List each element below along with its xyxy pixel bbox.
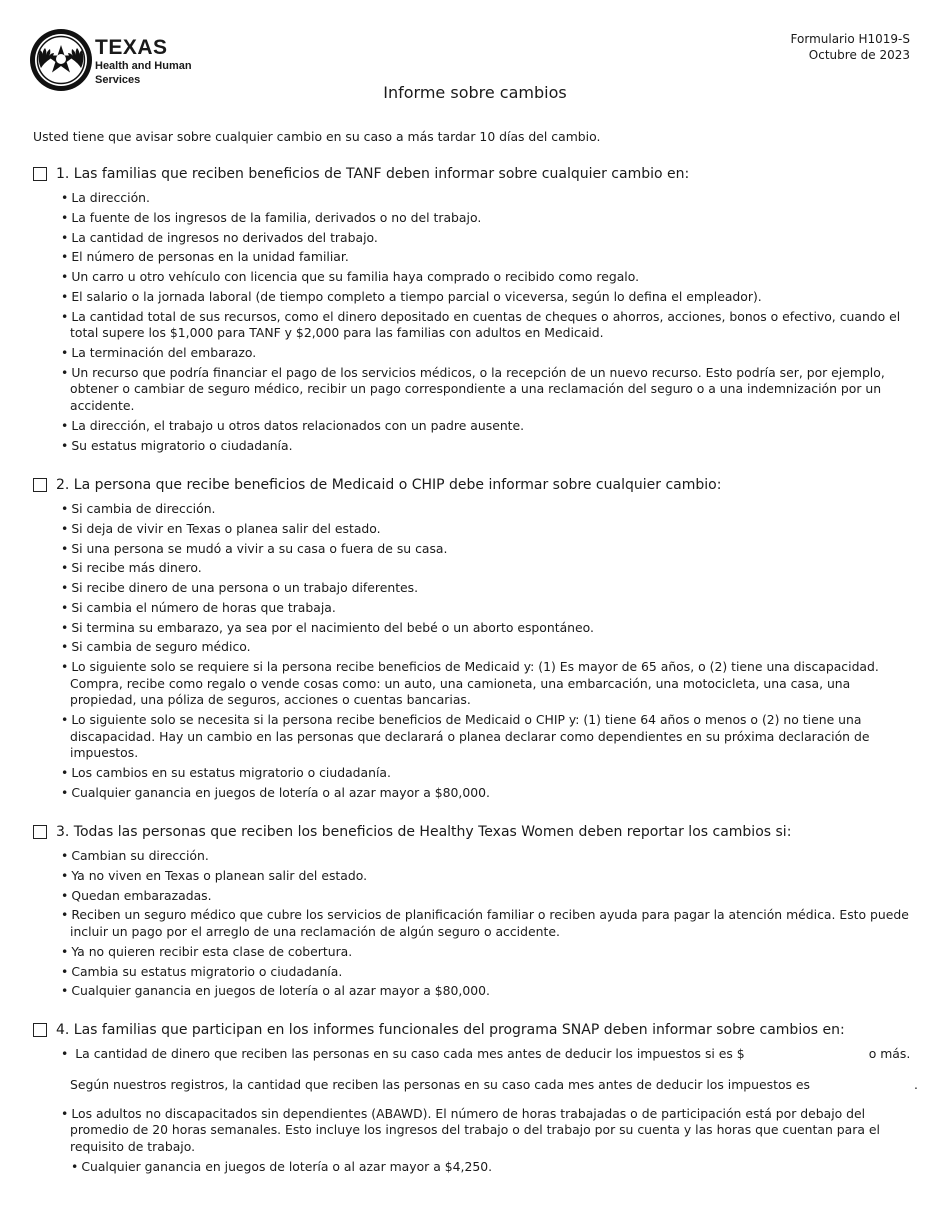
list-item: • Ya no quieren recibir esta clase de cobertura.	[61, 944, 913, 961]
section-4-list	[33, 1046, 913, 1063]
income-threshold-item	[61, 1046, 913, 1063]
list-item: • Un recurso que podría financiar el pago de los servicios médicos, o la recepción de un nuevo recurso. Esto podría ser, por ejemplo, obtener o cambiar de seguro médico, recibir un pago correspondiente a una reclamación del seguro o a una indemnización por un accidente.	[61, 365, 913, 415]
records-note	[33, 1076, 918, 1092]
list-item: • Lo siguiente solo se necesita si la persona recibe beneficios de Medicaid o CHIP y: (1) tiene 64 años o menos o (2) no tiene una discapacidad. Hay un cambio en las personas que declarará o planea declarar como dependientes en su próxima declaración de impuestos.	[61, 712, 913, 762]
page-title: Informe sobre cambios	[383, 83, 567, 102]
section-heading	[33, 477, 913, 493]
section-4-list-cont	[33, 1106, 913, 1176]
list-item: • Ya no viven en Texas o planean salir del estado.	[61, 868, 913, 885]
section-healthy-texas-women	[33, 824, 913, 1003]
records-note-text: Según nuestros registros, la cantidad que reciben las personas en su caso cada mes antes de deducir los impuestos es	[70, 1076, 810, 1092]
logo-subtitle-1: Health and Human	[95, 60, 192, 72]
list-item: • Si cambia de dirección.	[61, 501, 913, 518]
list-item: • La dirección, el trabajo u otros datos relacionados con un padre ausente.	[61, 418, 913, 435]
section-2-title: 2. La persona que recibe beneficios de Medicaid o CHIP debe informar sobre cualquier cambio:	[56, 477, 722, 493]
list-item: • Su estatus migratorio o ciudadanía.	[61, 438, 913, 455]
income-item-suffix: o más.	[868, 1046, 911, 1061]
list-item: • Lo siguiente solo se requiere si la persona recibe beneficios de Medicaid y: (1) Es mayor de 65 años, o (2) tiene una discapacidad. Compra, recibe como regalo o vende cosas como: un auto, una camioneta, una embarcación, una motocicleta, una casa, una propiedad, una póliza de seguros, acciones o cuentas bancarias.	[61, 659, 913, 709]
intro-text: Usted tiene que avisar sobre cualquier cambio en su caso a más tardar 10 días del cambio.	[33, 129, 601, 144]
section-medicaid-chip	[33, 477, 913, 805]
records-note-period: .	[914, 1076, 918, 1092]
list-item: • Si termina su embarazo, ya sea por el nacimiento del bebé o un aborto espontáneo.	[61, 620, 913, 637]
section-1-checkbox[interactable]	[33, 167, 47, 181]
section-2-list	[33, 501, 913, 802]
list-item: • El número de personas en la unidad familiar.	[61, 249, 913, 266]
section-2-checkbox[interactable]	[33, 478, 47, 492]
section-heading	[33, 1022, 913, 1038]
list-item: • Quedan embarazadas.	[61, 888, 913, 905]
income-item-text: La cantidad de dinero que reciben las personas en su caso cada mes antes de deducir los impuestos si es $	[75, 1046, 745, 1061]
section-1-title: 1. Las familias que reciben beneficios de TANF deben informar sobre cualquier cambio en:	[56, 166, 690, 182]
list-item: • Los adultos no discapacitados sin dependientes (ABAWD). El número de horas trabajadas o de participación está por debajo del promedio de 20 horas semanales. Esto incluye los ingresos del trabajo o del trabajo por su cuenta y las horas que cuentan para el requisito de trabajo.	[61, 1106, 913, 1156]
section-4-checkbox[interactable]	[33, 1023, 47, 1037]
list-item: • El salario o la jornada laboral (de tiempo completo a tiempo parcial o viceversa, según lo defina el empleador).	[61, 289, 913, 306]
form-number: Formulario H1019-S	[790, 32, 910, 46]
section-3-title: 3. Todas las personas que reciben los beneficios de Healthy Texas Women deben reportar los cambios si:	[56, 824, 792, 840]
list-item: • Si deja de vivir en Texas o planea salir del estado.	[61, 521, 913, 538]
list-item: • Cambia su estatus migratorio o ciudadanía.	[61, 964, 913, 981]
list-item: • Cambian su dirección.	[61, 848, 913, 865]
list-item: • La terminación del embarazo.	[61, 345, 913, 362]
section-snap	[33, 1022, 918, 1178]
section-3-list	[33, 848, 913, 1000]
list-item: • Cualquier ganancia en juegos de lotería o al azar mayor a $4,250.	[71, 1159, 913, 1176]
section-heading	[33, 824, 913, 840]
section-tanf	[33, 166, 913, 457]
list-item: • La fuente de los ingresos de la familia, derivados o no del trabajo.	[61, 210, 913, 227]
form-date: Octubre de 2023	[808, 48, 910, 62]
records-amount-blank[interactable]	[813, 1077, 913, 1093]
list-item: • La cantidad total de sus recursos, como el dinero depositado en cuentas de cheques o ahorros, acciones, bonos o efectivo, cuando el total supere los $1,000 para TANF y $2,000 para las familias con adultos en Medicaid.	[61, 309, 913, 342]
list-item: • Si cambia el número de horas que trabaja.	[61, 600, 913, 617]
form-identifier	[791, 31, 910, 63]
list-item: • Si recibe más dinero.	[61, 560, 913, 577]
list-item: • Reciben un seguro médico que cubre los servicios de planificación familiar o reciben ayuda para pagar la atención médica. Esto puede incluir un pago por el arreglo de una reclamación de algún seguro o accidente.	[61, 907, 913, 940]
list-item: • La dirección.	[61, 190, 913, 207]
section-4-title: 4. Las familias que participan en los informes funcionales del programa SNAP deben informar sobre cambios en:	[56, 1022, 845, 1038]
section-3-checkbox[interactable]	[33, 825, 47, 839]
logo-wordmark: TEXAS	[95, 36, 168, 59]
list-item: • Un carro u otro vehículo con licencia que su familia haya comprado o recibido como regalo.	[61, 269, 913, 286]
section-1-list	[33, 190, 913, 454]
section-heading	[33, 166, 913, 182]
list-item: • Cualquier ganancia en juegos de lotería o al azar mayor a $80,000.	[61, 785, 913, 802]
list-item: • La cantidad de ingresos no derivados del trabajo.	[61, 230, 913, 247]
list-item: • Cualquier ganancia en juegos de lotería o al azar mayor a $80,000.	[61, 983, 913, 1000]
list-item: • Si recibe dinero de una persona o un trabajo diferentes.	[61, 580, 913, 597]
list-item: • Si cambia de seguro médico.	[61, 639, 913, 656]
logo-subtitle-2: Services	[95, 74, 141, 86]
list-item: • Los cambios en su estatus migratorio o ciudadanía.	[61, 765, 913, 782]
list-item: • Si una persona se mudó a vivir a su casa o fuera de su casa.	[61, 541, 913, 558]
